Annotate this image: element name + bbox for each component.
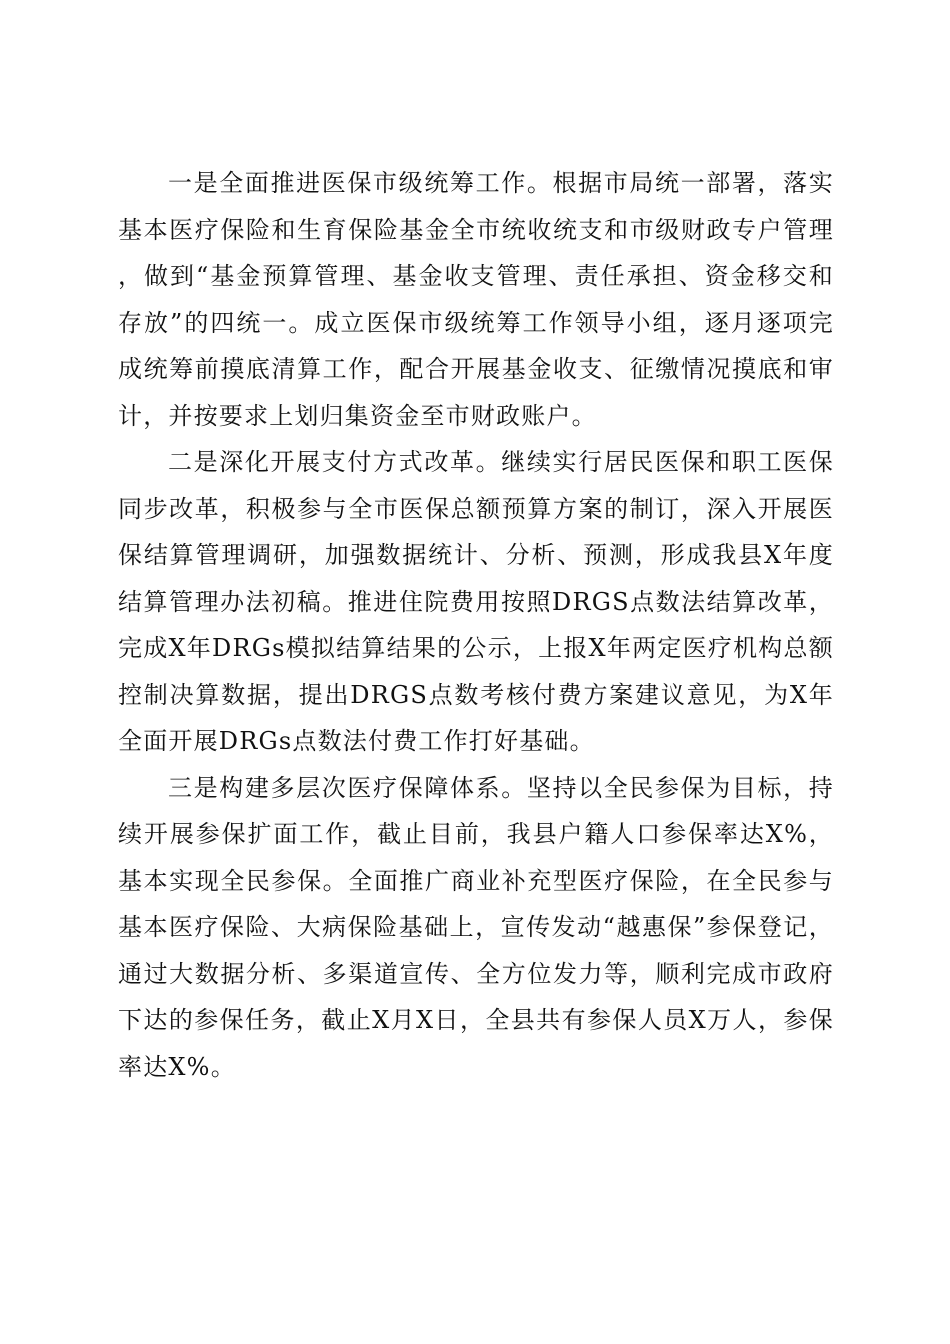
document-body <box>118 160 834 1090</box>
paragraph-municipal-coordination: 一是全面推进医保市级统筹工作。根据市局统一部署，落实基本医疗保险和生育保险基金全市统收统支和市级财政专户管理，做到“基金预算管理、基金收支管理、责任承担、资金移交和存放”的四统一。成立医保市级统筹工作领导小组，逐月逐项完成统筹前摸底清算工作，配合开展基金收支、征缴情况摸底和审计，并按要求上划归集资金至市财政账户。 <box>118 169 834 430</box>
paragraph-payment-reform: 二是深化开展支付方式改革。继续实行居民医保和职工医保同步改革，积极参与全市医保总额预算方案的制订，深入开展医保结算管理调研，加强数据统计、分析、预测，形成我县X年度结算管理办法初稿。推进住院费用按照DRGS点数法结算改革，完成X年DRGs模拟结算结果的公示，上报X年两定医疗机构总额控制决算数据，提出DRGS点数考核付费方案建议意见，为X年全面开展DRGs点数法付费工作打好基础。 <box>118 448 834 755</box>
paragraph-security-system: 三是构建多层次医疗保障体系。坚持以全民参保为目标，持续开展参保扩面工作，截止目前，我县户籍人口参保率达X%，基本实现全民参保。全面推广商业补充型医疗保险，在全民参与基本医疗保险、大病保险基础上，宣传发动“越惠保”参保登记，通过大数据分析、多渠道宣传、全方位发力等，顺利完成市政府下达的参保任务，截止X月X日，全县共有参保人员X万人，参保率达X%。 <box>118 773 834 1081</box>
